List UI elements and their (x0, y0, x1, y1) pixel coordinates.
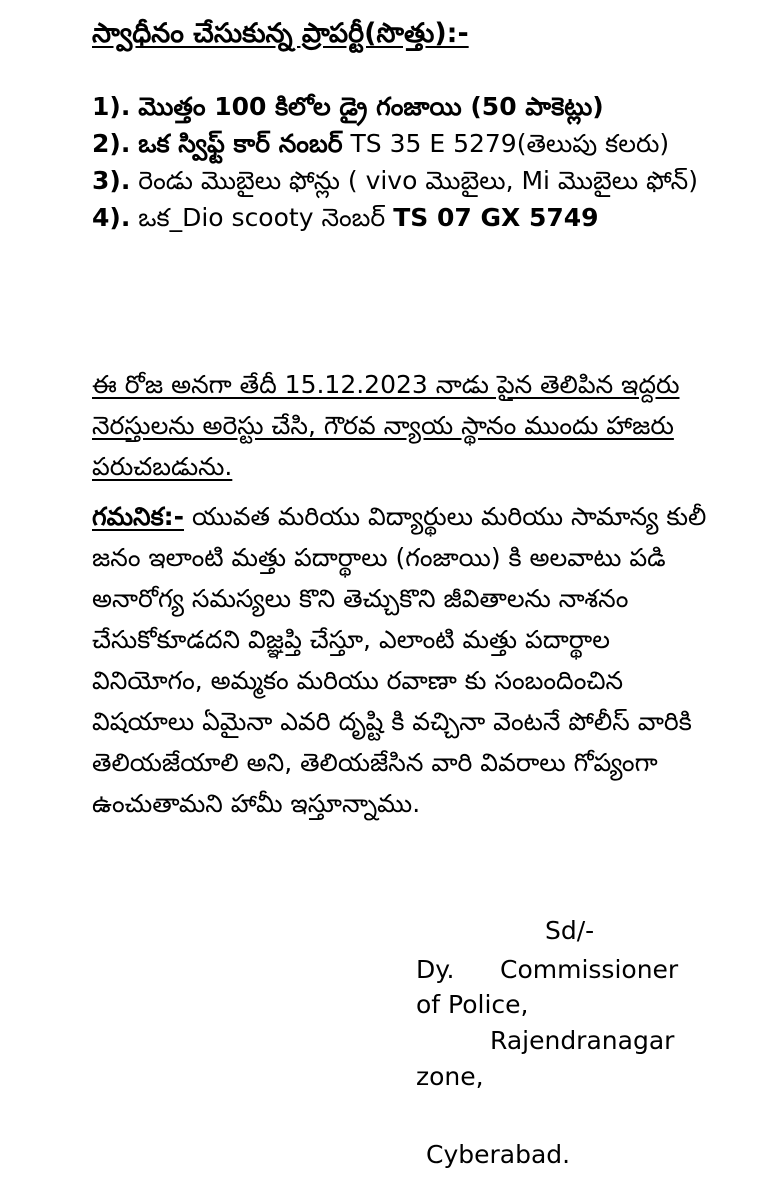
item-bold-text: మొత్తం 100 కిలోల డ్రై గంజాయి (50 పాకెట్లు) (138, 92, 604, 121)
seized-item-3 (92, 162, 712, 199)
signature-commissioner: Commissioner (500, 955, 679, 984)
arrest-statement: ఈ రోజ అనగా తేదీ 15.12.2023 నాడు పైన తెలిపిన ఇద్దరు నెరస్తులను అరెస్టు చేసి, గౌరవ న్యాయ స్థానం ముందు హాజరు పరుచబడును. (92, 370, 680, 481)
signature-cyberabad: Cyberabad. (426, 1140, 571, 1169)
signature-dy: Dy. (416, 955, 455, 984)
signature-rajendranagar: Rajendranagar (490, 1026, 675, 1055)
item-number: 2). (92, 129, 131, 158)
signature-of-police: of Police, (416, 990, 529, 1019)
seized-item-1 (92, 88, 712, 125)
item-bold-text: TS 07 GX 5749 (393, 203, 599, 232)
seized-property-heading: స్వాధీనం చేసుకున్న ప్రాపర్టీ(సొత్తు):- (92, 18, 469, 49)
item-number: 1). (92, 92, 131, 121)
seized-item-2 (92, 125, 712, 162)
item-number: 4). (92, 203, 131, 232)
seized-item-4 (92, 199, 712, 236)
signature-zone: zone, (416, 1062, 484, 1091)
seized-items-list (92, 88, 712, 236)
item-number: 3). (92, 166, 131, 195)
item-text: TS 35 E 5279(తెలుపు కలరు) (342, 129, 670, 158)
signature-sd: Sd/- (545, 916, 595, 945)
notice-text: యువత మరియు విద్యార్థులు మరియు సామాన్య కులీ జనం ఇలాంటి మత్తు పదార్థాలు (గంజాయి) కి అలవాటు పడి అనారోగ్య సమస్యలు కొని తెచ్చుకొని జీవితాలను నాశనం చేసుకోకూడదని విజ్ఞప్తి చేస్తూ, ఎలాంటి మత్తు పదార్థాల వినియోగం, అమ్మకం మరియు రవాణా కు సంబందించిన విషయాలు ఏమైనా ఎవరి దృష్టి కి వచ్చినా వెంటనే పోలీస్ వారికి తెలియజేయాలి అని, తెలియజేసిన వారి వివరాలు గోప్యంగా ఉంచుతామని హామీ ఇస్తూన్నాము. (92, 502, 707, 818)
item-text: ఒక_Dio scooty నెంబర్ (130, 203, 394, 232)
item-bold-text: ఒక స్విఫ్ట్ కార్ నంబర్ (138, 129, 343, 158)
notice-paragraph (92, 496, 717, 824)
item-text: రెండు మొబైలు ఫోన్లు ( vivo మొబైలు, Mi మొబైలు ఫోన్) (130, 166, 698, 195)
notice-label: గమనిక:- (92, 502, 184, 531)
